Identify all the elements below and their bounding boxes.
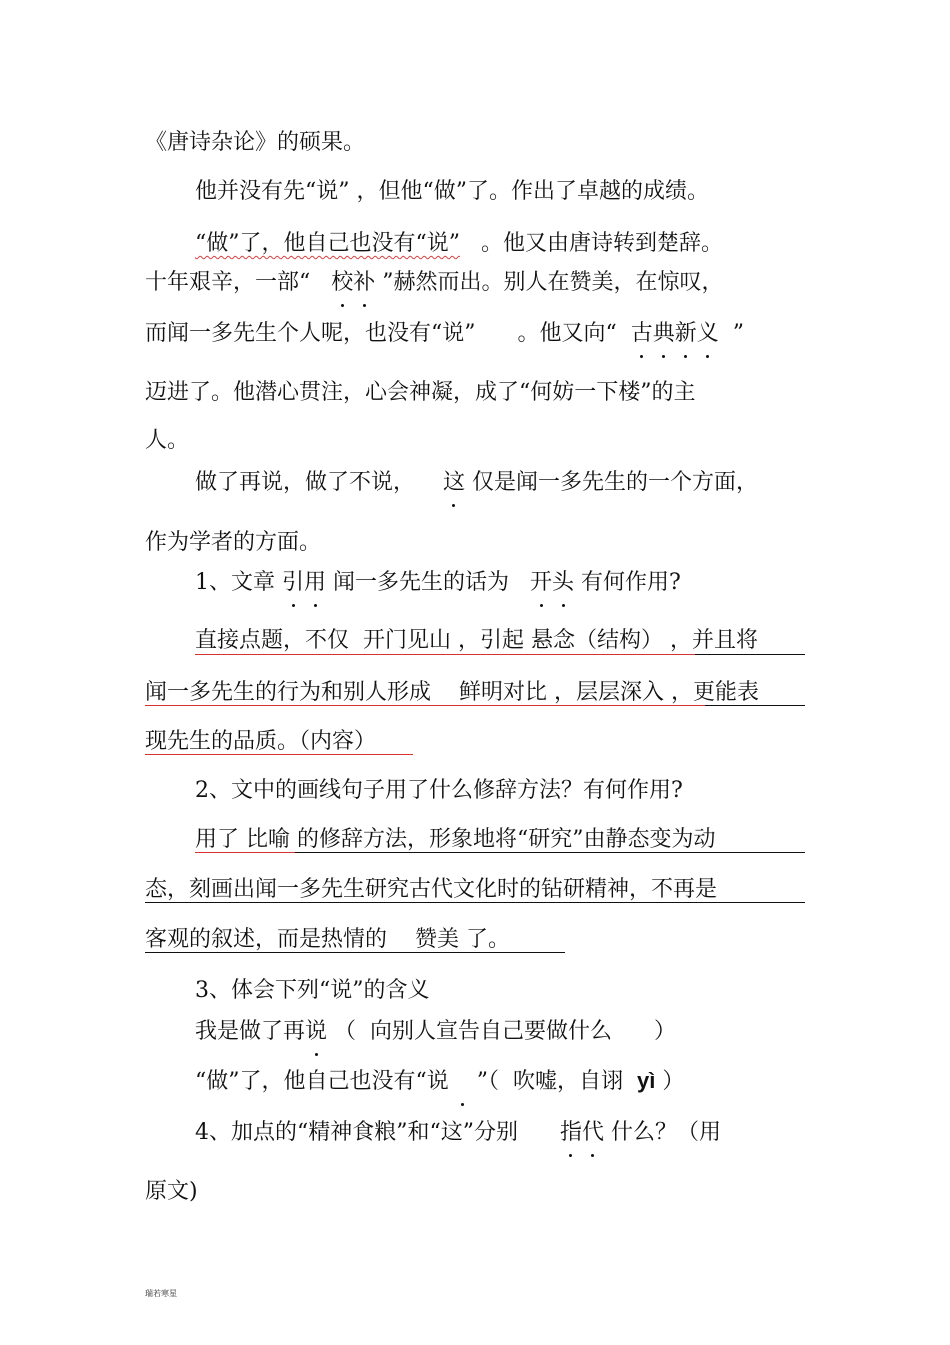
dotted-char: 典	[653, 319, 675, 349]
answer-2-underline-1	[195, 852, 295, 853]
question-4-start: 4、加点的“精神食粮”和“这”分别	[195, 1120, 560, 1145]
text-line-5-start: 而闻一多先生个人呢，也没有“说” 。他又向“	[145, 321, 631, 346]
sentence-2-end: ）	[655, 1069, 685, 1094]
dotted-char: 代	[582, 1118, 604, 1148]
text-line-3	[195, 229, 723, 259]
wavy-underlined-sentence: “做”了，他自己也没有“说”	[195, 231, 460, 256]
question-1-number: 1、文章	[195, 570, 282, 595]
text-line-8	[195, 468, 758, 498]
answer-2-line-2: 态，刻画出闻一多先生研究古代文化时的钻研精神，不再是	[145, 877, 718, 902]
answer-1-underline-2b	[705, 705, 805, 706]
sentence-2-start: “做”了，他自己也没有“说	[195, 1069, 449, 1094]
text-line-3-rest: 。他又由唐诗转到楚辞。	[460, 231, 723, 256]
dotted-char: 校	[331, 268, 353, 298]
text-line-4-end: ”赫然而出。别人在赞美，在惊叹，	[375, 270, 724, 295]
question-1-end: 有何作用?	[574, 570, 681, 595]
answer-2-underline-1b	[295, 852, 805, 853]
text-line-9: 作为学者的方面。	[145, 530, 322, 555]
answer-1-line-1: 直接点题，不仅 开门见山 ，引起 悬念（结构） ，并且将	[195, 628, 758, 653]
dotted-char: 指	[560, 1118, 582, 1148]
dotted-char: 这	[443, 468, 465, 498]
question-3-sentence-1	[195, 1017, 676, 1047]
text-line-5	[145, 319, 744, 349]
answer-1-underline-1	[195, 654, 695, 655]
page-footer: 瑞若寒星	[145, 1289, 177, 1298]
question-4	[195, 1118, 721, 1148]
answer-1-underline-1b	[695, 654, 805, 655]
question-4-end: 什么？（用	[603, 1120, 721, 1145]
text-line-5-end: ”	[718, 321, 744, 346]
answer-1-line-2: 闻一多先生的行为和别人形成 鲜明对比 ，层层深入 ，更能表	[145, 680, 759, 705]
dotted-char: 补	[353, 268, 375, 298]
answer-2-underline-2	[145, 902, 805, 903]
pinyin-yi: yì	[636, 1068, 656, 1093]
dotted-char: 义	[697, 319, 719, 349]
dotted-char: 开	[530, 568, 552, 598]
text-line-8-start: 做了再说，做了不说，	[195, 470, 443, 495]
answer-1-underline-3	[145, 754, 413, 755]
dotted-char: 头	[552, 568, 574, 598]
answer-2-line-3: 客观的叙述，而是热情的 赞美 了。	[145, 927, 510, 952]
text-line-1: 《唐诗杂论》的硕果。	[145, 130, 366, 155]
question-3-sentence-2	[195, 1066, 684, 1097]
text-line-6: 迈进了。他潜心贯注，心会神凝，成了“何妨一下楼”的主	[145, 380, 696, 405]
dotted-char: 新	[675, 319, 697, 349]
sentence-1-start: 我是做了再	[195, 1019, 306, 1044]
question-2: 2、文中的画线句子用了什么修辞方法？有何作用?	[195, 778, 683, 803]
question-4-line-2: 原文)	[145, 1179, 198, 1204]
question-1	[195, 568, 681, 598]
text-line-4	[145, 268, 724, 298]
dotted-char: 引	[282, 568, 304, 598]
dotted-char: 说	[305, 1017, 327, 1047]
text-line-4-start: 十年艰辛，一部“	[145, 270, 332, 295]
text-line-2: 他并没有先“说” ，但他“做”了。作出了卓越的成绩。	[195, 179, 709, 204]
answer-2-underline-3	[145, 952, 565, 953]
question-1-mid: 闻一多先生的话为	[326, 570, 531, 595]
dotted-char: 古	[631, 319, 653, 349]
text-line-8-end: 仅是闻一多先生的一个方面，	[465, 470, 758, 495]
answer-1-underline-2	[145, 705, 705, 706]
text-line-7: 人。	[145, 428, 190, 453]
answer-1-line-3: 现先生的品质。（内容）	[145, 729, 377, 754]
dotted-char: 用	[304, 568, 326, 598]
sentence-2-answer: ”（ 吹嘘，自诩	[476, 1069, 637, 1094]
question-3-title: 3、体会下列“说”的含义	[195, 978, 430, 1003]
dotted-char	[449, 1067, 477, 1097]
sentence-1-answer: （ 向别人宣告自己要做什么 ）	[327, 1019, 676, 1044]
answer-2-line-1: 用了 比喻 的修辞方法，形象地将“研究”由静态变为动	[195, 827, 716, 852]
